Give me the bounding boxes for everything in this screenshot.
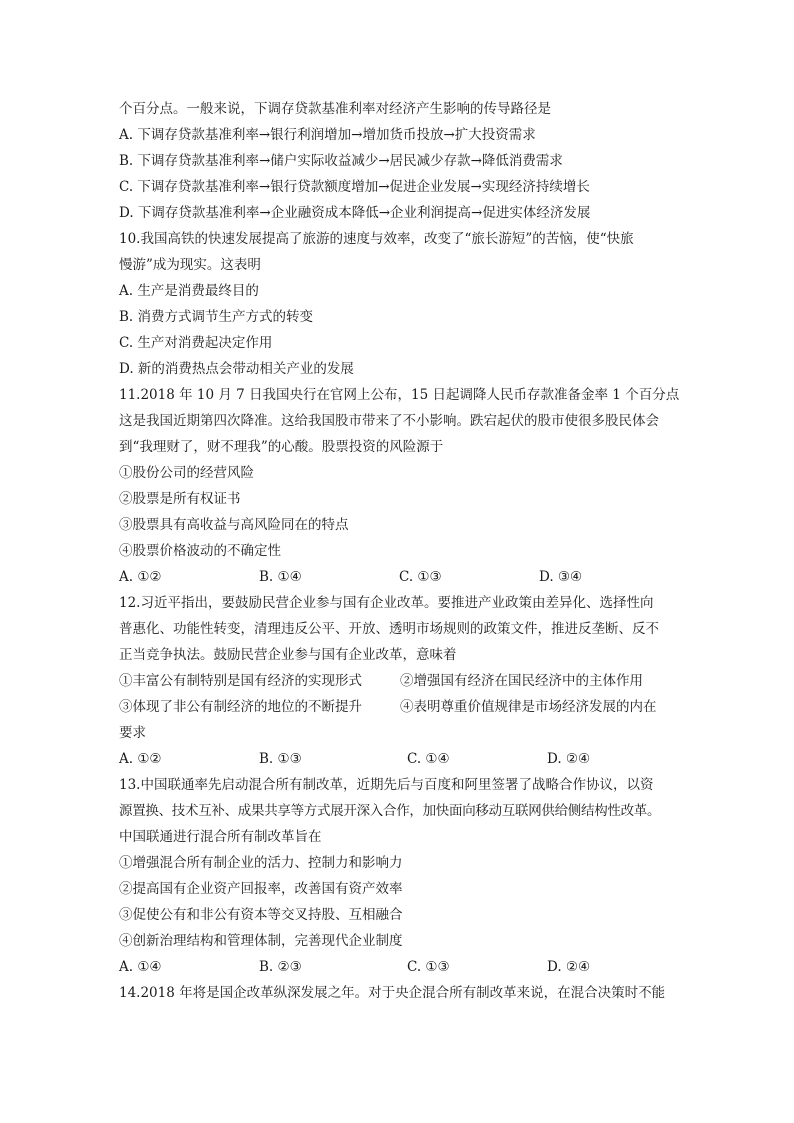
- question-11-choice-d: D. ③④: [539, 569, 583, 585]
- question-12-item-4-continued: 要求: [119, 725, 146, 741]
- question-10-option-c: C. 生产对消费起决定作用: [119, 335, 273, 351]
- question-14: [119, 980, 679, 1006]
- question-10-option-a: A. 生产是消费最终目的: [119, 283, 259, 299]
- question-9-stem: 个百分点。一般来说，下调存贷款基准利率对经济产生影响的传导路径是: [119, 101, 551, 117]
- question-11-choice-b: B. ①④: [259, 569, 302, 585]
- question-9-option-d: D. 下调存贷款基准利率→企业融资成本降低→企业利润提高→促进实体经济发展: [119, 205, 591, 221]
- question-11-item-2: ②股票是所有权证书: [119, 491, 241, 507]
- question-13-stem-line-3: 中国联通进行混合所有制改革旨在: [119, 829, 322, 845]
- question-9: [119, 96, 679, 226]
- question-12-choices: [119, 746, 679, 772]
- question-12-item-1: ①丰富公有制特别是国有经济的实现形式: [119, 673, 362, 689]
- question-10-option-b: B. 消费方式调节生产方式的转变: [119, 309, 314, 325]
- question-9-option-b: B. 下调存贷款基准利率→储户实际收益减少→居民减少存款→降低消费需求: [119, 153, 563, 169]
- question-11-stem-line-2: 这是我国近期第四次降准。这给我国股市带来了不小影响。跌宕起伏的股市使很多股民体会: [119, 413, 659, 429]
- question-12-items-row-2: [119, 694, 679, 720]
- question-11-choices: [119, 564, 679, 590]
- question-13-choice-d: D. ②④: [547, 959, 591, 975]
- question-12-choice-b: B. ①③: [259, 751, 302, 767]
- question-12-stem-line-3: 正当竞争执法。鼓励民营企业参与国有企业改革，意味着: [119, 647, 457, 663]
- question-11-item-1: ①股份公司的经营风险: [119, 465, 254, 481]
- question-11-stem-line-3: 到“我理财了，财不理我”的心酸。股票投资的风险源于: [119, 439, 444, 455]
- question-13-choice-b: B. ②③: [259, 959, 302, 975]
- question-11-stem-line-1: 11.2018 年 10 月 7 日我国央行在官网上公布，15 日起调降人民币存款准备金率 1 个百分点: [119, 387, 680, 403]
- question-12-items-row-1: [119, 668, 679, 694]
- question-11: [119, 382, 679, 590]
- question-13-item-3: ③促使公有和非公有资本等交叉持股、互相融合: [119, 907, 403, 923]
- question-13: [119, 772, 679, 980]
- question-10-stem-line-1: 10.我国高铁的快速发展提高了旅游的速度与效率，改变了“旅长游短”的苦恼，使“快旅: [119, 231, 634, 247]
- question-12-choice-c: C. ①④: [407, 751, 450, 767]
- question-11-item-4: ④股票价格波动的不确定性: [119, 543, 281, 559]
- question-9-option-a: A. 下调存贷款基准利率→银行利润增加→增加货币投放→扩大投资需求: [119, 127, 536, 143]
- question-13-item-2: ②提高国有企业资产回报率，改善国有资产效率: [119, 881, 403, 897]
- question-11-choice-c: C. ①③: [399, 569, 442, 585]
- question-11-choice-a: A. ①②: [119, 569, 162, 585]
- question-12-choice-d: D. ②④: [547, 751, 591, 767]
- question-12-stem-line-1: 12.习近平指出，要鼓励民营企业参与国有企业改革。要推进产业政策由差异化、选择性向: [119, 595, 654, 611]
- question-10: [119, 226, 679, 382]
- question-9-option-c: C. 下调存贷款基准利率→银行贷款额度增加→促进企业发展→实现经济持续增长: [119, 179, 590, 195]
- question-13-choice-c: C. ①③: [407, 959, 450, 975]
- question-13-choice-a: A. ①④: [119, 959, 162, 975]
- question-11-item-3: ③股票具有高收益与高风险同在的特点: [119, 517, 349, 533]
- question-12-item-3: ③体现了非公有制经济的地位的不断提升: [119, 699, 362, 715]
- question-13-stem-line-2: 源置换、技术互补、成果共享等方式展开深入合作，加快面向移动互联网供给侧结构性改革。: [119, 803, 661, 819]
- question-12-item-2: ②增强国有经济在国民经济中的主体作用: [400, 673, 643, 689]
- question-13-choices: [119, 954, 679, 980]
- page-content: [119, 96, 679, 1006]
- question-12-stem-line-2: 普惠化、功能性转变，清理违反公平、开放、透明市场规则的政策文件，推进反垄断、反不: [119, 621, 659, 637]
- question-13-item-4: ④创新治理结构和管理体制，完善现代企业制度: [119, 933, 403, 949]
- question-13-item-1: ①增强混合所有制企业的活力、控制力和影响力: [119, 855, 403, 871]
- question-12: [119, 590, 679, 772]
- question-14-stem-line-1: 14.2018 年将是国企改革纵深发展之年。对于央企混合所有制改革来说，在混合决策时不能: [119, 985, 666, 1001]
- question-12-item-4: ④表明尊重价值规律是市场经济发展的内在: [400, 699, 657, 715]
- question-10-option-d: D. 新的消费热点会带动相关产业的发展: [119, 361, 354, 377]
- question-10-stem-line-2: 慢游”成为现实。这表明: [119, 257, 261, 273]
- question-12-choice-a: A. ①②: [119, 751, 162, 767]
- question-13-stem-line-1: 13.中国联通率先启动混合所有制改革，近期先后与百度和阿里签署了战略合作协议，以资: [119, 777, 654, 793]
